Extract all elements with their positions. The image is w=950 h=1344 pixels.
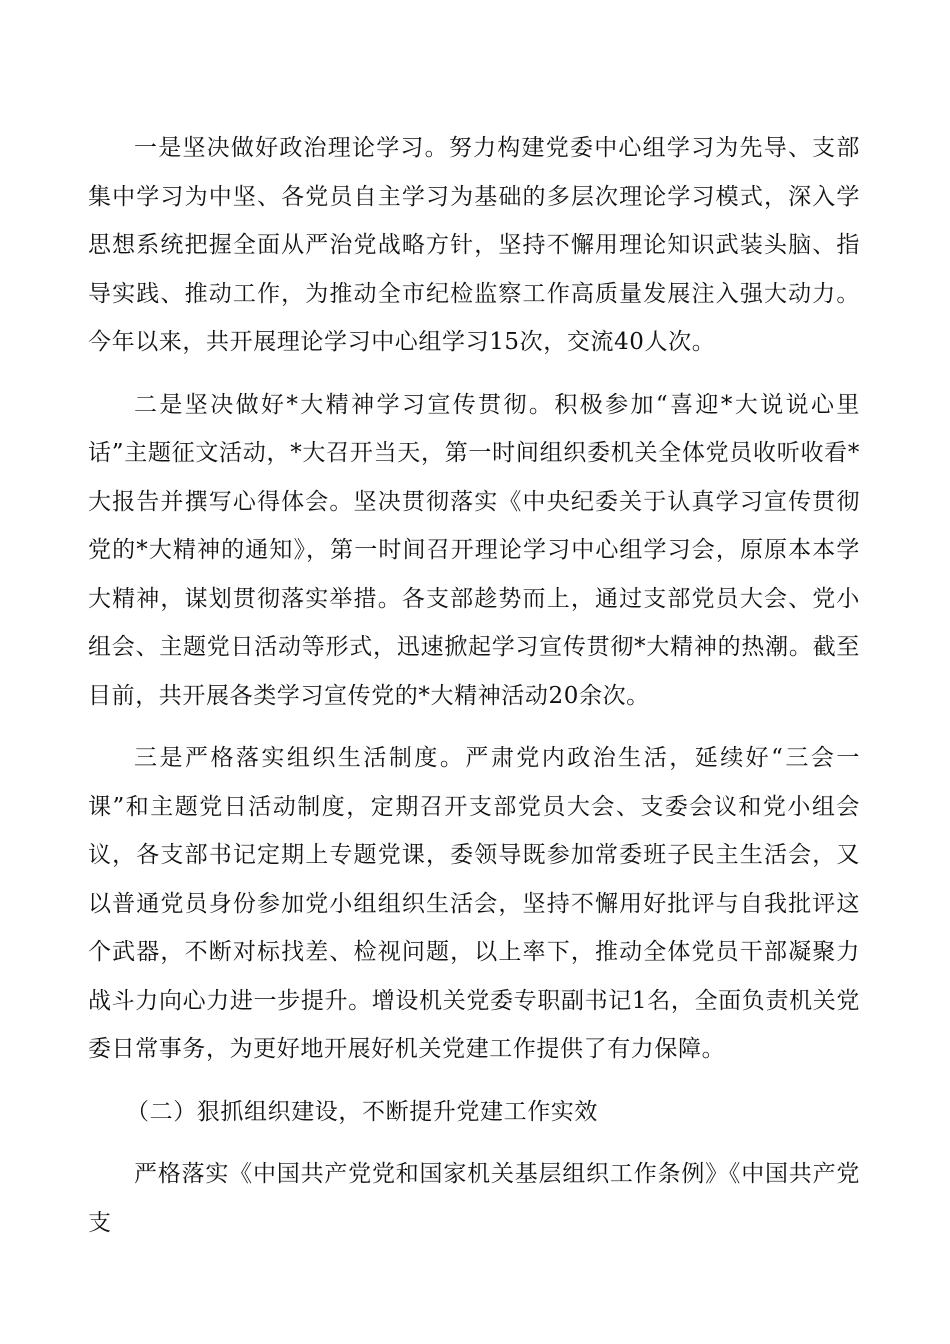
document-page <box>88 124 860 1247</box>
paragraph-congress-spirit-study: 二是坚决做好*大精神学习宣传贯彻。积极参加“喜迎*大说说心里话”主题征文活动，*大召开当天，第一时间组织委机关全体党员收听收看*大报告并撰写心得体会。坚决贯彻落实《中央纪委关于认真学习宣传贯彻党的*大精神的通知》，第一时间召开理论学习中心组学习会，原原本本学大精神，谋划贯彻落实举措。各支部趁势而上，通过支部党员大会、党小组会、主题党日活动等形式，迅速掀起学习宣传贯彻*大精神的热潮。截至目前，共开展各类学习宣传党的*大精神活动20余次。 <box>88 391 860 709</box>
paragraph-political-theory-study: 一是坚决做好政治理论学习。努力构建党委中心组学习为先导、支部集中学习为中坚、各党员自主学习为基础的多层次理论学习模式，深入学思想系统把握全面从严治党战略方针，坚持不懈用理论知识武装头脑、指导实践、推动工作，为推动全市纪检监察工作高质量发展注入强大动力。今年以来，共开展理论学习中心组学习15次，交流40人次。 <box>88 135 860 355</box>
paragraph-regulations: 严格落实《中国共产党党和国家机关基层组织工作条例》《中国共产党支 <box>88 1161 860 1236</box>
section-heading: （二）狠抓组织建设，不断提升党建工作实效 <box>126 1098 598 1125</box>
paragraph-organizational-life-system: 三是严格落实组织生活制度。严肃党内政治生活，延续好“三会一课”和主题党日活动制度，定期召开支部党员大会、支委会议和党小组会议，各支部书记定期上专题党课，委领导既参加常委班子民主生活会，又以普通党员身份参加党小组组织生活会，坚持不懈用好批评与自我批评这个武器，不断对标找差、检视问题，以上率下，推动全体党员干部凝聚力战斗力向心力进一步提升。增设机关党委专职副书记1名，全面负责机关党委日常事务，为更好地开展好机关党建工作提供了有力保障。 <box>88 745 860 1062</box>
